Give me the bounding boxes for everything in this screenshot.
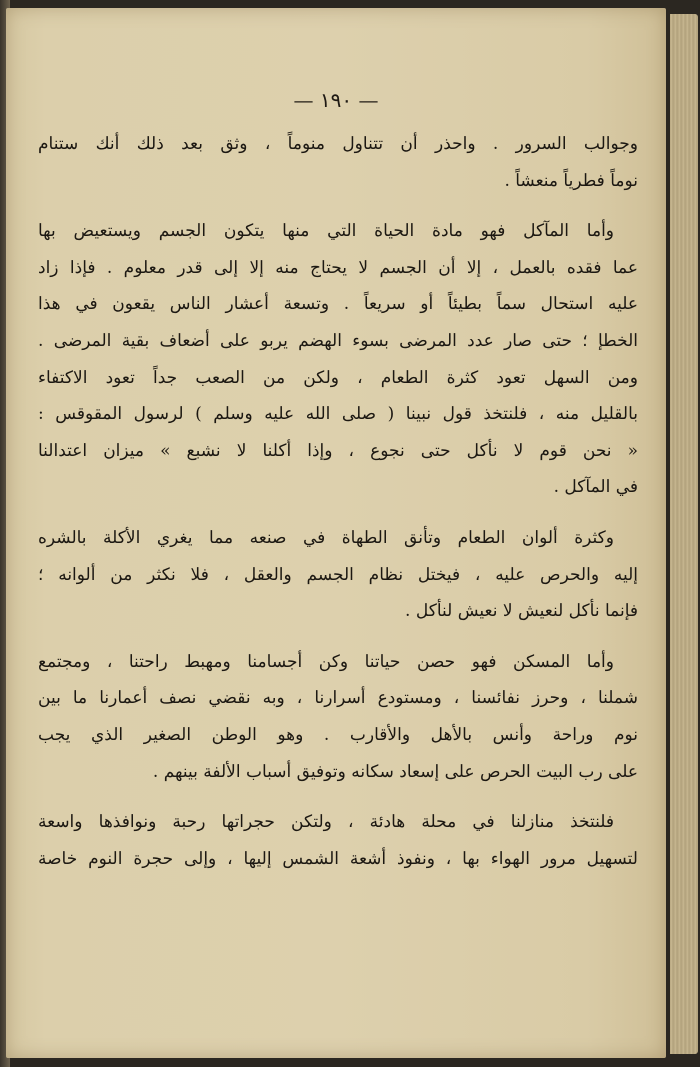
text-line: في المآكل .: [553, 477, 638, 498]
page-edges: [670, 14, 698, 1054]
text-line: فلنتخذ منازلنا في محلة هادئة ، ولتكن حجراتها رحبة ونوافذها واسعة: [38, 812, 614, 833]
text-line: نوم وراحة وأنس بالأهل والأقارب . وهو الوطن الصغير الذي يجب: [38, 724, 638, 745]
paragraph-2: [38, 213, 638, 506]
text-line: وأما المآكل فهو مادة الحياة التي منها يتكون الجسم ويستعيض بها: [38, 221, 614, 242]
text-line: شملنا ، وحرز نفائسنا ، ومستودع أسرارنا ، وبه نقضي نصف أعمارنا ما بين: [38, 688, 638, 709]
text-line: على رب البيت الحرص على إسعاد سكانه وتوفيق أسباب الألفة بينهم .: [152, 761, 638, 782]
paragraph-1: [38, 126, 638, 199]
text-line: وكثرة ألوان الطعام وتأنق الطهاة في صنعه مما يغري الأكلة بالشره: [38, 527, 614, 548]
text-line: وجوالب السرور . واحذر أن تتناول منوماً ، وثق بعد ذلك أنك ستنام: [38, 134, 638, 154]
text-line: ومن السهل تعود كثرة الطعام ، ولكن من الصعب جداً تعود الاكتفاء: [38, 367, 638, 388]
page-number: — ١٩٠ —: [293, 88, 379, 112]
text-line: إليه والحرص عليه ، فيختل نظام الجسم والعقل ، فلا نكثر من ألوانه ؛: [38, 564, 638, 585]
text-line: « نحن قوم لا نأكل حتى نجوع ، وإذا أكلنا لا نشبع » ميزان اعتدالنا: [38, 440, 638, 461]
text-line: لتسهيل مرور الهواء بها ، ونفوذ أشعة الشمس إليها ، وإلى حجرة النوم خاصة: [38, 848, 638, 869]
body-text: [38, 126, 638, 877]
text-line: عما فقده بالعمل ، إلا أن الجسم لا يحتاج منه إلا إلى قدر معلوم . فإذا زاد: [38, 257, 638, 278]
paragraph-3: [38, 520, 638, 630]
text-line: الخطإ ؛ حتى صار عدد المرضى بسوء الهضم يربو على أضعاف بقية المرضى .: [38, 330, 638, 351]
text-line: وأما المسكن فهو حصن حياتنا وكن أجسامنا ومهبط راحتنا ، ومجتمع: [38, 651, 614, 672]
page-paper: [6, 8, 666, 1058]
text-line: بالقليل منه ، فلنتخذ قول نبينا ( صلى الله عليه وسلم ) لرسول المقوقس :: [38, 404, 638, 425]
paragraph-4: [38, 644, 638, 790]
paragraph-5: [38, 804, 638, 877]
text-line: عليه استحال سماً بطيئاً أو سريعاً . وتسعة أعشار الناس يقعون في هذا: [38, 294, 638, 315]
text-line: نوماً فطرياً منعشاً .: [504, 170, 638, 191]
text-line: فإنما نأكل لنعيش لا نعيش لنأكل .: [405, 601, 638, 622]
